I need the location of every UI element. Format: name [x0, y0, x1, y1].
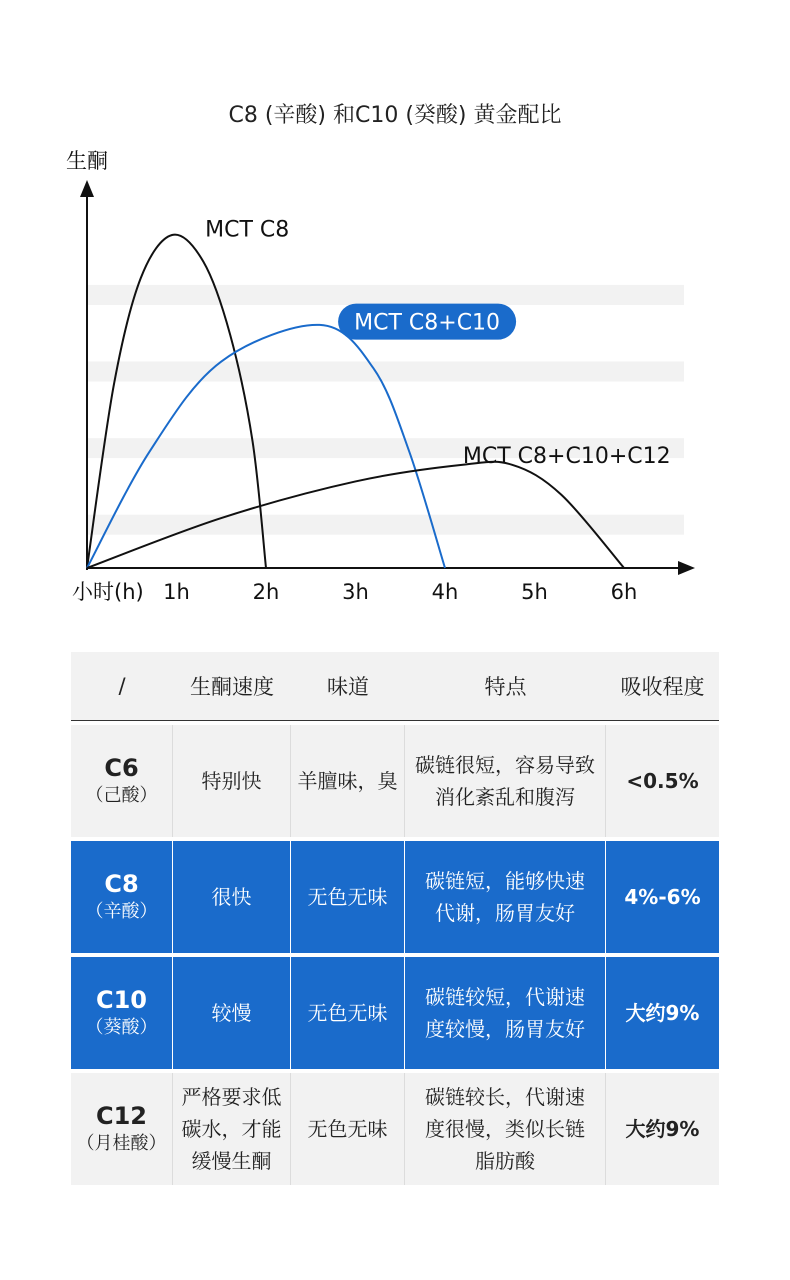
feature-line: 碳链较短，代谢速 — [425, 985, 585, 1009]
taste-cell: 无色无味 — [291, 841, 405, 953]
feature-line: 脂肪酸 — [475, 1149, 535, 1173]
feature-line: 碳链较长，代谢速 — [425, 1085, 585, 1109]
speed-cell: 特别快 — [173, 725, 291, 837]
acid-name-cell — [71, 957, 173, 1069]
acid-code: C10 — [95, 986, 147, 1014]
acid-chinese-name: （葵酸） — [85, 1017, 158, 1038]
header-cell: 生酮速度 — [190, 675, 274, 699]
absorb-cell: 4%-6% — [624, 885, 701, 909]
acid-code: C6 — [104, 754, 139, 782]
acid-name-cell — [71, 725, 173, 837]
x-axis — [87, 561, 695, 575]
acid-code: C8 — [104, 870, 139, 898]
acid-chinese-name: （辛酸） — [85, 901, 158, 922]
absorb-cell: 大约9% — [625, 1117, 700, 1141]
grid-band — [87, 285, 684, 305]
x-tick-label: 5h — [521, 580, 548, 604]
series-label-1: MCT C8 — [205, 217, 290, 243]
speed-cell: 较慢 — [173, 957, 291, 1069]
feature-cell — [405, 841, 606, 953]
header-cell: / — [118, 674, 126, 698]
x-tick-label: 2h — [252, 580, 280, 604]
series-labels — [205, 217, 670, 468]
absorb-cell: <0.5% — [626, 769, 699, 793]
table-header — [71, 652, 719, 721]
acid-name-cell — [71, 841, 173, 953]
x-axis-label: 小时(h) — [72, 580, 144, 604]
x-tick-labels — [163, 580, 637, 604]
table-row — [71, 841, 719, 953]
speed-cell: 很快 — [173, 841, 291, 953]
absorb-cell: 大约9% — [625, 1001, 700, 1025]
feature-line: 碳链很短，容易导致 — [415, 753, 595, 777]
header-cell: 味道 — [327, 675, 369, 699]
feature-line: 消化紊乱和腹泻 — [435, 785, 575, 809]
taste-cell: 无色无味 — [291, 957, 405, 1069]
grid-band — [87, 362, 684, 382]
taste-cell: 无色无味 — [291, 1073, 405, 1185]
feature-cell — [405, 1073, 606, 1185]
feature-line: 代谢，肠胃友好 — [435, 901, 575, 925]
speed-line: 缓慢生酮 — [191, 1149, 272, 1173]
acid-code: C12 — [95, 1102, 147, 1130]
acid-name-cell — [71, 1073, 173, 1185]
speed-line: 严格要求低 — [181, 1085, 282, 1109]
x-tick-label: 4h — [431, 580, 459, 604]
x-axis-arrow-icon — [678, 561, 695, 575]
feature-cell — [405, 957, 606, 1069]
x-tick-label: 3h — [342, 580, 369, 604]
taste-cell: 羊膻味，臭 — [291, 725, 405, 837]
table-row — [71, 725, 719, 837]
speed-cell — [173, 1073, 291, 1185]
acid-chinese-name: （月桂酸） — [76, 1133, 167, 1154]
table-row — [71, 1073, 719, 1185]
speed-line: 碳水，才能 — [181, 1117, 282, 1141]
feature-line: 碳链短，能够快速 — [425, 869, 585, 893]
acid-comparison-table — [71, 652, 719, 1185]
y-axis-label: 生酮 — [66, 149, 108, 173]
series-label-3: MCT C8+C10+C12 — [462, 443, 671, 469]
y-axis-arrow-icon — [80, 180, 94, 197]
header-cell: 吸收程度 — [620, 675, 705, 699]
acid-chinese-name: （己酸） — [85, 785, 158, 806]
x-tick-label: 1h — [163, 580, 190, 604]
chart-title: C8 (辛酸) 和C10 (癸酸) 黄金配比 — [228, 103, 562, 128]
feature-line: 度很慢，类似长链 — [425, 1117, 585, 1141]
feature-cell — [405, 725, 606, 837]
table-row — [71, 957, 719, 1069]
feature-line: 度较慢，肠胃友好 — [425, 1017, 585, 1041]
header-cell: 特点 — [484, 675, 527, 699]
x-tick-label: 6h — [610, 580, 638, 604]
series-label-2: MCT C8+C10 — [354, 310, 501, 336]
